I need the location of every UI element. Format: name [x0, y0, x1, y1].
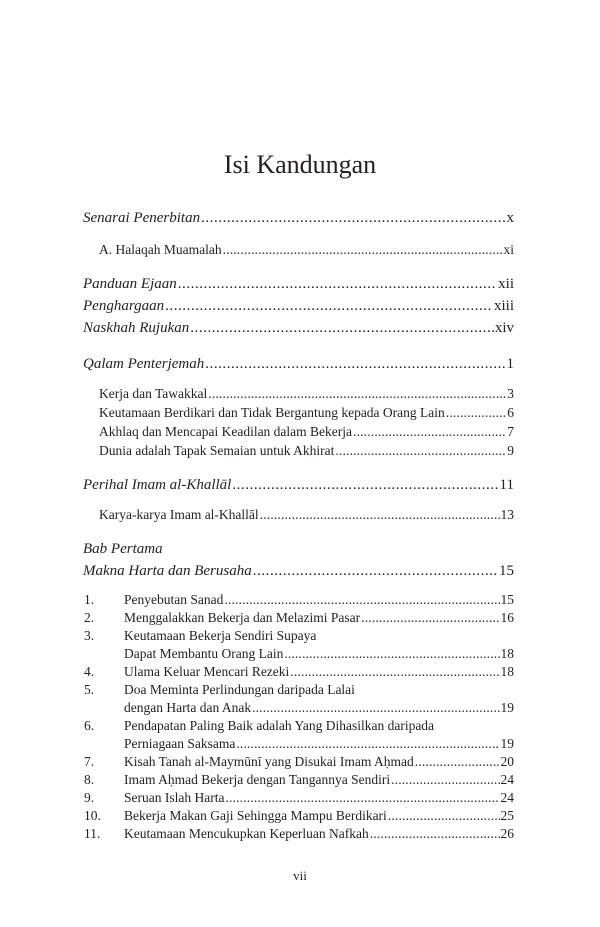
item-number: 5. [84, 682, 95, 697]
dot-leader [236, 736, 499, 752]
toc-entry-label: Penyebutan Sanad [124, 592, 224, 607]
toc-entry-page: 3 [507, 386, 514, 401]
toc-entry-page: 16 [500, 610, 514, 625]
toc-entry-akhlaq[interactable] [99, 424, 514, 440]
item-number: 3. [84, 628, 95, 643]
dot-leader [232, 477, 498, 494]
toc-entry-page: 15 [499, 563, 514, 579]
toc-item-line1: Keutamaan Bekerja Sendiri Supaya [124, 628, 317, 643]
toc-item-line1: Doa Meminta Perlindungan daripada Lalai [124, 682, 355, 697]
page-title: Isi Kandungan [223, 150, 377, 179]
toc-entry-page: xii [498, 276, 514, 292]
dot-leader [165, 298, 493, 315]
toc-entry-page: x [506, 210, 514, 226]
item-number: 10. [84, 808, 101, 823]
toc-entry-page: 20 [500, 754, 514, 769]
dot-leader [201, 210, 505, 227]
item-number: 6. [84, 718, 95, 733]
toc-entry-label: Makna Harta dan Berusaha [83, 563, 252, 579]
toc-entry-label: Dapat Membantu Orang Lain [124, 646, 284, 661]
toc-entry-karya-karya[interactable] [99, 507, 514, 523]
item-number: 8. [84, 772, 95, 787]
toc-entry-page: 13 [500, 507, 514, 522]
dot-leader [446, 405, 506, 421]
dot-leader [178, 276, 497, 293]
page-number: vii [293, 868, 307, 883]
dot-leader [391, 772, 499, 788]
toc-item[interactable] [124, 664, 514, 680]
toc-entry-perihal-imam[interactable] [83, 477, 514, 494]
toc-entry-halaqah-muamalah[interactable] [99, 242, 514, 258]
dot-leader [335, 443, 506, 459]
toc-entry-label: Kerja dan Tawakkal [99, 386, 208, 401]
toc-entry-page: 15 [500, 592, 514, 607]
toc-entry-label: Panduan Ejaan [83, 276, 177, 292]
toc-entry-makna-harta[interactable] [83, 563, 514, 580]
toc-item[interactable] [124, 736, 514, 752]
dot-leader [284, 646, 499, 662]
toc-entry-page: xiii [493, 298, 514, 314]
dot-leader [370, 826, 500, 842]
toc-entry-label: Penghargaan [83, 298, 165, 314]
dot-leader [224, 592, 499, 608]
toc-entry-page: 26 [500, 826, 514, 841]
chapter-heading: Bab Pertama [83, 541, 163, 557]
toc-entry-page: 9 [507, 443, 514, 458]
toc-entry-page: 18 [500, 664, 514, 679]
toc-entry-page: 19 [500, 700, 514, 715]
toc-item[interactable] [124, 700, 514, 716]
toc-entry-label: Keutamaan Berdikari dan Tidak Bergantung kepada Orang Lain [99, 405, 445, 420]
dot-leader [260, 507, 500, 523]
dot-leader [208, 386, 506, 402]
dot-leader [361, 610, 499, 626]
toc-entry-label: Senarai Penerbitan [83, 210, 201, 226]
toc-entry-keutamaan-berdikari[interactable] [99, 405, 514, 421]
dot-leader [415, 754, 500, 770]
toc-item[interactable] [124, 826, 514, 842]
toc-entry-page: 25 [500, 808, 514, 823]
toc-entry-label: A. Halaqah Muamalah [99, 242, 222, 257]
toc-entry-label: Ulama Keluar Mencari Rezeki [124, 664, 290, 679]
toc-item[interactable] [124, 610, 514, 626]
dot-leader [290, 664, 499, 680]
dot-leader [225, 790, 499, 806]
toc-entry-page: 18 [500, 646, 514, 661]
toc-entry-senarai-penerbitan[interactable] [83, 210, 514, 227]
toc-entry-page: 19 [500, 736, 514, 751]
toc-entry-kerja-tawakkal[interactable] [99, 386, 514, 402]
dot-leader [253, 563, 498, 580]
toc-entry-page: xiv [494, 320, 514, 336]
item-number: 4. [84, 664, 95, 679]
toc-item[interactable] [124, 772, 514, 788]
item-number: 11. [84, 826, 101, 841]
toc-item[interactable] [124, 790, 514, 806]
toc-entry-label: Keutamaan Mencukupkan Keperluan Nafkah [124, 826, 369, 841]
toc-entry-label: Menggalakkan Bekerja dan Melazimi Pasar [124, 610, 361, 625]
toc-item[interactable] [124, 808, 514, 824]
toc-entry-page: 24 [500, 790, 514, 805]
toc-entry-naskhah-rujukan[interactable] [83, 320, 514, 337]
toc-item[interactable] [124, 646, 514, 662]
toc-entry-page: xi [503, 242, 514, 257]
toc-entry-panduan-ejaan[interactable] [83, 276, 514, 293]
dot-leader [223, 242, 503, 258]
toc-entry-label: dengan Harta dan Anak [124, 700, 252, 715]
toc-entry-page: 1 [506, 356, 514, 372]
toc-entry-dunia[interactable] [99, 443, 514, 459]
toc-entry-label: Akhlaq dan Mencapai Keadilan dalam Bekerja [99, 424, 353, 439]
dot-leader [388, 808, 500, 824]
toc-entry-label: Dunia adalah Tapak Semaian untuk Akhirat [99, 443, 335, 458]
toc-item[interactable] [124, 592, 514, 608]
toc-entry-label: Kisah Tanah al-Maymūnī yang Disukai Imam Aḥmad [124, 754, 414, 769]
toc-entry-qalam-penterjemah[interactable] [83, 356, 514, 373]
toc-entry-penghargaan[interactable] [83, 298, 514, 315]
toc-entry-label: Seruan Islah Harta [124, 790, 225, 805]
toc-entry-label: Naskhah Rujukan [83, 320, 190, 336]
toc-entry-page: 11 [499, 477, 514, 493]
toc-entry-page: 7 [507, 424, 514, 439]
toc-entry-label: Imam Aḥmad Bekerja dengan Tangannya Sendiri [124, 772, 391, 787]
item-number: 2. [84, 610, 95, 625]
item-number: 9. [84, 790, 95, 805]
item-number: 1. [84, 592, 95, 607]
dot-leader [353, 424, 506, 440]
toc-entry-label: Qalam Penterjemah [83, 356, 205, 372]
toc-entry-label: Bekerja Makan Gaji Sehingga Mampu Berdikari [124, 808, 387, 823]
dot-leader [205, 356, 505, 373]
toc-entry-page: 24 [500, 772, 514, 787]
toc-entry-page: 6 [507, 405, 514, 420]
dot-leader [252, 700, 499, 716]
toc-entry-label: Perihal Imam al-Khallāl [83, 477, 232, 493]
dot-leader [190, 320, 494, 337]
toc-entry-label: Perniagaan Saksama [124, 736, 236, 751]
toc-item-line1: Pendapatan Paling Baik adalah Yang Dihasilkan daripada [124, 718, 435, 733]
item-number: 7. [84, 754, 95, 769]
toc-entry-label: Karya-karya Imam al-Khallāl [99, 507, 259, 522]
toc-item[interactable] [124, 754, 514, 770]
